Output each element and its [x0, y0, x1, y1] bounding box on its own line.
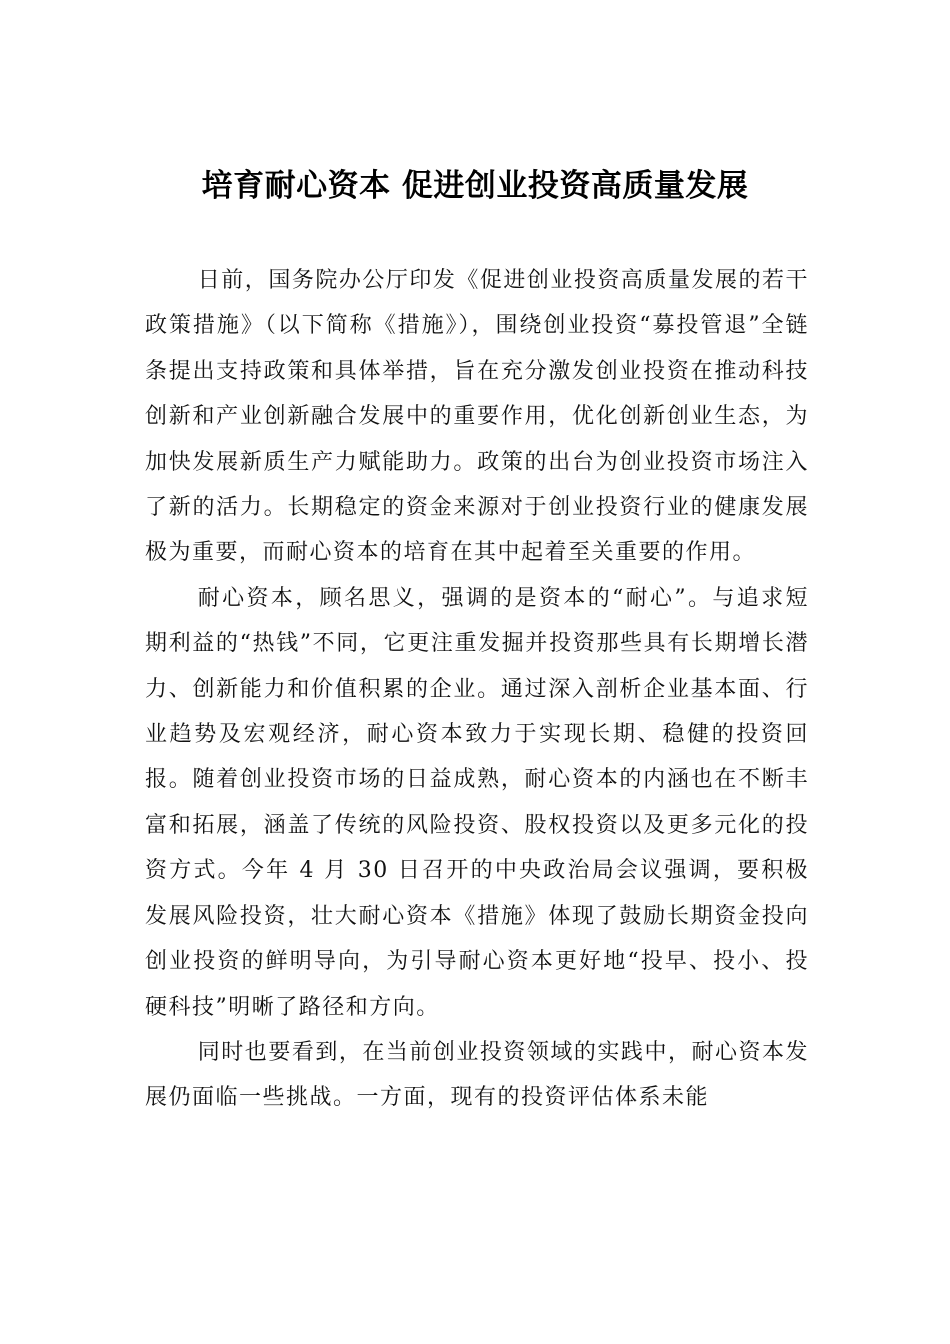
document-title: 培育耐心资本 促进创业投资高质量发展	[201, 168, 749, 204]
paragraph-1: 日前，国务院办公厅印发《促进创业投资高质量发展的若干政策措施》（以下简称《措施》），围绕创业投资“募投管退”全链条提出支持政策和具体举措，旨在充分激发创业投资在推动科技创新和产业创新融合发展中的重要作用，优化创新创业生态，为加快发展新质生产力赋能助力。政策的出台为创业投资市场注入了新的活力。长期稳定的资金来源对于创业投资行业的健康发展极为重要，而耐心资本的培育在其中起着至关重要的作用。	[145, 268, 809, 566]
paragraph-3: 同时也要看到，在当前创业投资领域的实践中，耐心资本发展仍面临一些挑战。一方面，现有的投资评估体系未能	[145, 1039, 809, 1111]
paragraph-2: 耐心资本，顾名思义，强调的是资本的“耐心”。与追求短期利益的“热钱”不同，它更注重发掘并投资那些具有长期增长潜力、创新能力和价值积累的企业。通过深入剖析企业基本面、行业趋势及宏观经济，耐心资本致力于实现长期、稳健的投资回报。随着创业投资市场的日益成熟，耐心资本的内涵也在不断丰富和拓展，涵盖了传统的风险投资、股权投资以及更多元化的投资方式。今年 4 月 30 日召开的中央政治局会议强调，要积极发展风险投资，壮大耐心资本《措施》体现了鼓励长期资金投向创业投资的鲜明导向，为引导耐心资本更好地“投早、投小、投硬科技”明晰了路径和方向。	[145, 585, 809, 1020]
document-body	[145, 258, 809, 1121]
